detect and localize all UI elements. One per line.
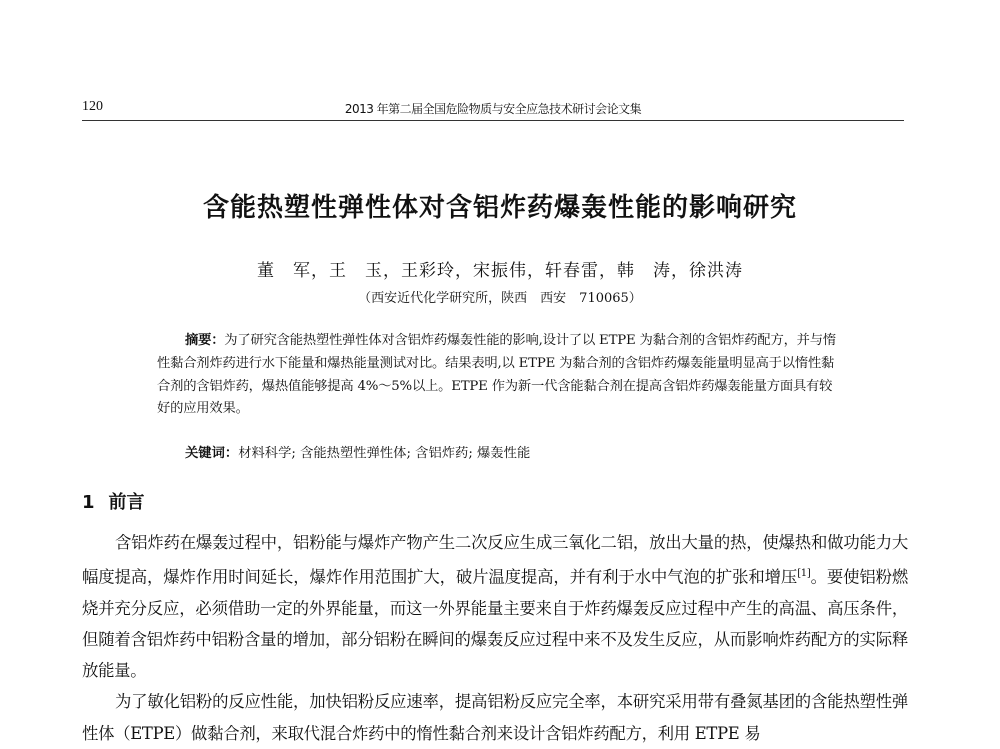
abstract-label: 摘要： bbox=[185, 333, 225, 348]
keywords-label: 关键词： bbox=[185, 446, 239, 461]
section-number: 1 bbox=[82, 492, 95, 513]
keywords-text: 材料科学; 含能热塑性弹性体; 含铝炸药; 爆轰性能 bbox=[238, 446, 531, 461]
abstract bbox=[157, 330, 837, 421]
running-header: 2013 年第二届全国危险物质与安全应急技术研讨会论文集 bbox=[344, 102, 642, 116]
paragraph-1-part-a: 含铝炸药在爆轰过程中，铝粉能与爆炸产物产生二次反应生成三氧化二铝，放出大量的热，使爆热和做功能力大幅度提高，爆炸作用时间延长，爆炸作用范围扩大，破片温度提高，并有利于水中气泡的扩张和增压 bbox=[82, 533, 908, 587]
page-number: 120 bbox=[82, 99, 103, 114]
paragraph-2: 为了敏化铝粉的反应性能，加快铝粉反应速率，提高铝粉反应完全率，本研究采用带有叠氮基团的含能热塑性弹性体（ETPE）做黏合剂，来取代混合炸药中的惰性黏合剂来设计含铝炸药配方，利用 ETPE 易 bbox=[82, 692, 908, 743]
section-heading bbox=[82, 488, 145, 514]
paragraph-1-part-b: 。要使铝粉燃烧并充分反应，必须借助一定的外界能量，而这一外界能量主要来自于炸药爆轰反应过程中产生的高温、高压条件，但随着含铝炸药中铝粉含量的增加，部分铝粉在瞬间的爆轰反应过程中来不及发生反应，从而影响炸药配方的实际释放能量。 bbox=[82, 567, 908, 681]
paragraph-1 bbox=[82, 527, 908, 686]
abstract-text: 为了研究含能热塑性弹性体对含铝炸药爆轰性能的影响,设计了以 ETPE 为黏合剂的含铝炸药配方，并与惰性黏合剂炸药进行水下能量和爆热能量测试对比。结果表明,以 ETPE 为黏合剂的含铝炸药爆轰能量明显高于以惰性黏合剂的含铝炸药，爆热值能够提高 4%～5%以上。ETPE 作为新一代含能黏合剂在提高含铝炸药爆轰能量方面具有较好的应用效果。 bbox=[157, 333, 836, 417]
paper-title: 含能热塑性弹性体对含铝炸药爆轰性能的影响研究 bbox=[202, 193, 797, 223]
author-list: 董 军，王 玉，王彩玲，宋振伟，轩春雷，韩 涛，徐洪涛 bbox=[257, 261, 743, 281]
affiliation: （西安近代化学研究所，陕西 西安 710065） bbox=[358, 291, 642, 306]
keywords bbox=[185, 442, 845, 461]
body-text bbox=[82, 527, 908, 749]
header-rule bbox=[82, 120, 904, 121]
citation-ref[interactable]: [1] bbox=[797, 568, 811, 580]
section-title: 前言 bbox=[108, 492, 145, 513]
